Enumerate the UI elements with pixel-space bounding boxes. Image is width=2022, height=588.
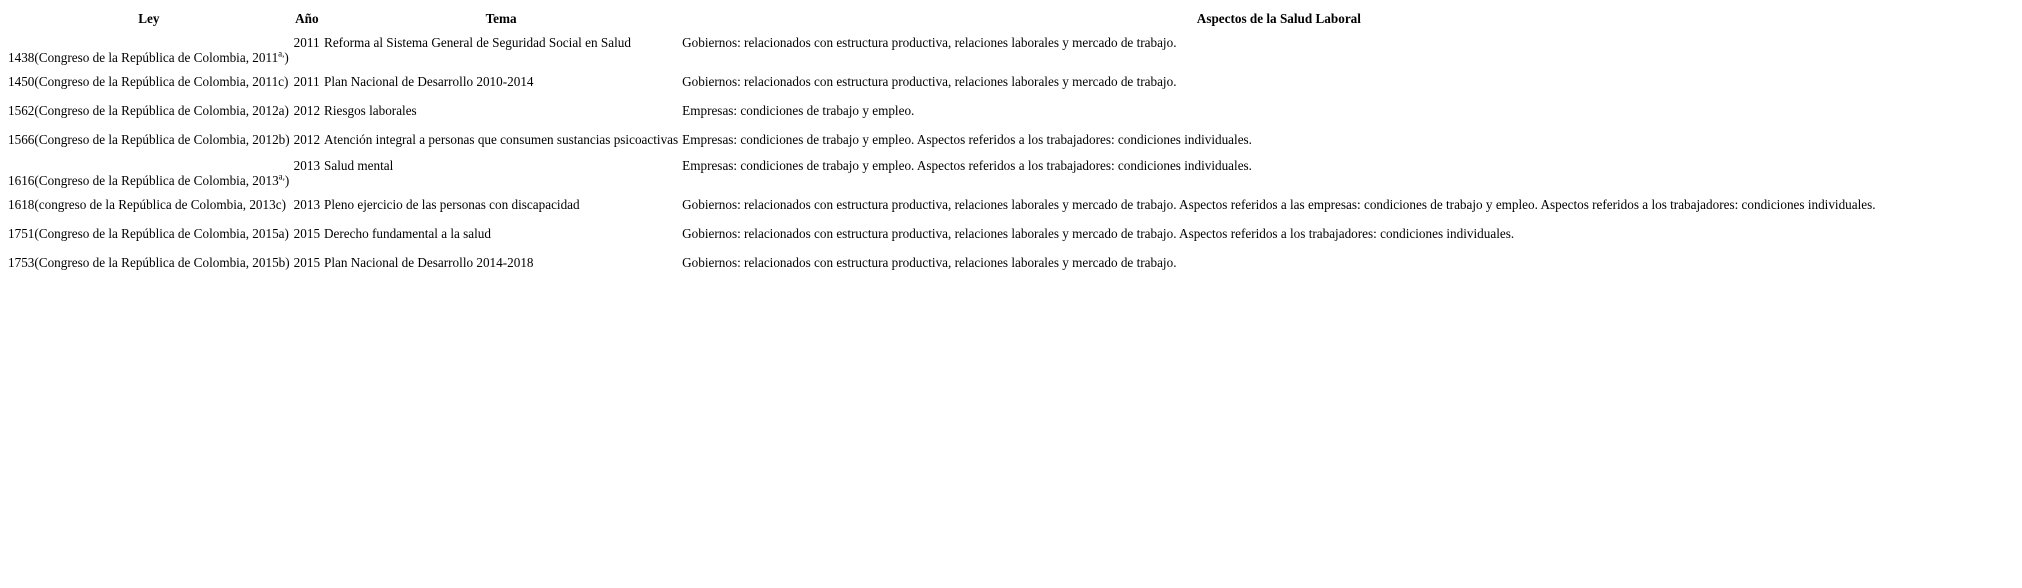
ley-citation: 1616(Congreso de la República de Colombia, 2013 <box>8 172 279 188</box>
ley-citation: 1450(Congreso de la República de Colombia, 2011c) <box>8 73 289 89</box>
column-header-ley: Ley <box>138 11 160 27</box>
ley-citation: 1751(Congreso de la República de Colombia, 2015a) <box>8 225 289 241</box>
cell-ano: 2012 <box>293 102 321 118</box>
cell-ley <box>7 68 291 95</box>
cell-tema: Derecho fundamental a la salud <box>324 225 491 241</box>
ley-citation-end: ) <box>284 172 290 188</box>
cell-tema: Atención integral a personas que consumen sustancias psicoactivas <box>324 131 679 147</box>
cell-ano: 2015 <box>293 254 321 270</box>
ley-superscript: a, <box>278 48 285 59</box>
ley-superscript: a, <box>278 171 285 182</box>
cell-tema: Salud mental <box>324 158 394 173</box>
column-header-tema: Tema <box>485 11 517 27</box>
cell-ley <box>7 32 291 66</box>
table-row <box>7 97 1877 124</box>
table-body <box>7 32 1877 276</box>
table-row <box>7 126 1877 153</box>
cell-tema: Reforma al Sistema General de Seguridad Social en Salud <box>324 35 631 50</box>
cell-tema: Riesgos laborales <box>324 102 417 118</box>
cell-ano: 2011 <box>293 35 320 50</box>
cell-ano: 2012 <box>293 131 321 147</box>
cell-ano: 2011 <box>293 73 320 89</box>
table-row <box>7 155 1877 189</box>
cell-ley <box>7 249 291 276</box>
header-row <box>7 8 1877 30</box>
cell-tema: Plan Nacional de Desarrollo 2014-2018 <box>324 254 534 270</box>
ley-citation: 1618(congreso de la República de Colombia, 2013c) <box>8 196 286 212</box>
cell-ley <box>7 220 291 247</box>
cell-ley <box>7 155 291 189</box>
cell-ley <box>7 97 291 124</box>
laws-table <box>5 6 1879 278</box>
cell-aspectos: Empresas: condiciones de trabajo y empleo. Aspectos referidos a los trabajadores: condiciones individuales. <box>682 131 1252 147</box>
column-header-ano: Año <box>295 11 319 27</box>
cell-aspectos: Gobiernos: relacionados con estructura productiva, relaciones laborales y mercado de trabajo. <box>682 254 1177 270</box>
table-row <box>7 32 1877 66</box>
table-header <box>7 8 1877 30</box>
cell-ley <box>7 191 291 218</box>
cell-aspectos: Empresas: condiciones de trabajo y empleo. <box>682 102 915 118</box>
ley-citation: 1438(Congreso de la República de Colombia, 2011 <box>8 49 279 65</box>
table-row <box>7 220 1877 247</box>
ley-citation: 1566(Congreso de la República de Colombia, 2012b) <box>8 131 290 147</box>
cell-ano: 2013 <box>293 196 321 212</box>
cell-aspectos: Gobiernos: relacionados con estructura productiva, relaciones laborales y mercado de trabajo. Aspectos referidos a los trabajadores: condiciones individuales. <box>682 225 1515 241</box>
cell-ley <box>7 126 291 153</box>
ley-citation: 1753(Congreso de la República de Colombia, 2015b) <box>8 254 290 270</box>
cell-aspectos: Gobiernos: relacionados con estructura productiva, relaciones laborales y mercado de trabajo. Aspectos referidos a las empresas: condiciones de trabajo y empleo. Aspectos referidos a los trabajadores: condiciones individuales. <box>682 196 1876 212</box>
cell-aspectos: Gobiernos: relacionados con estructura productiva, relaciones laborales y mercado de trabajo. <box>682 35 1177 50</box>
cell-ano: 2015 <box>293 225 321 241</box>
cell-aspectos: Empresas: condiciones de trabajo y empleo. Aspectos referidos a los trabajadores: condiciones individuales. <box>682 158 1252 173</box>
table-row <box>7 191 1877 218</box>
column-header-aspectos: Aspectos de la Salud Laboral <box>1196 11 1361 27</box>
table-row <box>7 249 1877 276</box>
cell-aspectos: Gobiernos: relacionados con estructura productiva, relaciones laborales y mercado de trabajo. <box>682 73 1177 89</box>
ley-citation-end: ) <box>284 49 289 65</box>
cell-ano: 2013 <box>293 158 321 173</box>
table-row <box>7 68 1877 95</box>
cell-tema: Pleno ejercicio de las personas con discapacidad <box>324 196 580 212</box>
cell-tema: Plan Nacional de Desarrollo 2010-2014 <box>324 73 534 89</box>
ley-citation: 1562(Congreso de la República de Colombia, 2012a) <box>8 102 289 118</box>
